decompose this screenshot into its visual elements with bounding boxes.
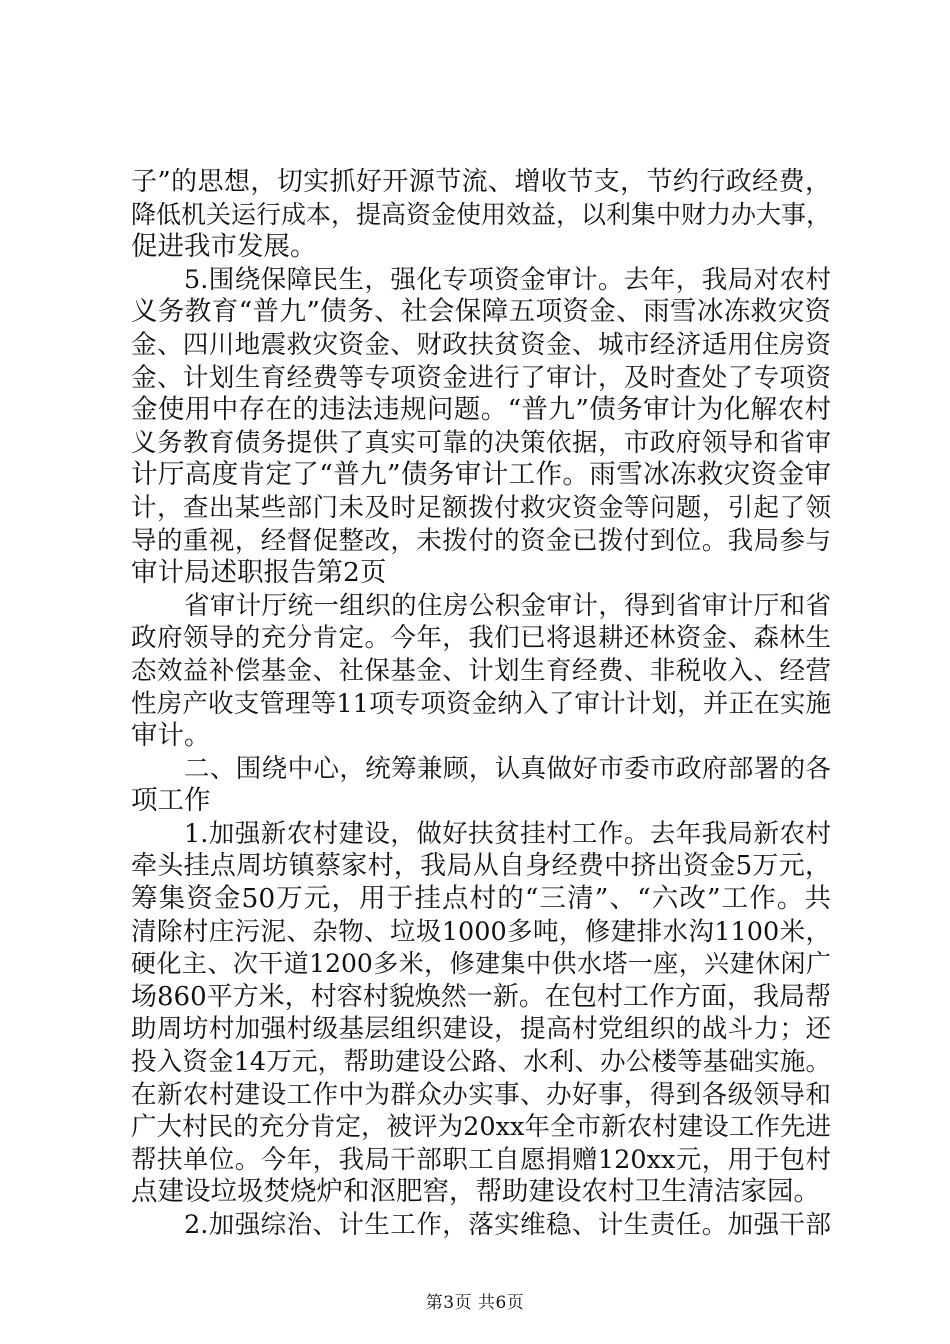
- text-line: 义务教育“普九”债务、社会保障五项资金、雨雪冰冻救灾资: [131, 296, 831, 328]
- text-line: 金、四川地震救灾资金、财政扶贫资金、城市经济适用住房资: [131, 329, 831, 360]
- text-line: 政府领导的充分肯定。今年，我们已将退耕还林资金、森林生: [131, 623, 831, 654]
- text-line: 义务教育债务提供了真实可靠的决策依据，市政府领导和省审: [131, 427, 831, 458]
- text-line: 促进我市发展。: [131, 231, 317, 263]
- text-line: 助周坊村加强村级基层组织建设，提高村党组织的战斗力；还: [131, 1014, 831, 1045]
- text-line: 硬化主、次干道1200多米，修建集中供水塔一座，兴建休闲广: [131, 949, 831, 979]
- text-line: 5.围绕保障民生，强化专项资金审计。去年，我局对农村: [184, 264, 831, 295]
- text-line: 态效益补偿基金、社保基金、计划生育经费、非税收入、经营: [131, 655, 831, 686]
- text-line: 广大村民的充分肯定，被评为20xx年全市新农村建设工作先进: [131, 1112, 831, 1143]
- text-line: 在新农村建设工作中为群众办实事、办好事，得到各级领导和: [131, 1079, 831, 1110]
- text-line: 项工作: [131, 785, 211, 817]
- text-line: 性房产收支管理等11项专项资金纳入了审计计划，并正在实施: [131, 688, 831, 719]
- text-line: 清除村庄污泥、杂物、垃圾1000多吨，修建排水沟1100米，: [131, 916, 831, 947]
- text-line: 场860平方米，村容村貌焕然一新。在包村工作方面，我局帮: [131, 981, 831, 1012]
- text-line: 点建设垃圾焚烧炉和沤肥窖，帮助建设农村卫生清洁家园。: [131, 1176, 820, 1208]
- text-line: 降低机关运行成本，提高资金使用效益，以利集中财力办大事，: [131, 199, 832, 229]
- text-line: 帮扶单位。今年，我局干部职工自愿捐赠120xx元，用于包村: [131, 1144, 831, 1175]
- text-line: 牵头挂点周坊镇蔡家村，我局从自身经费中挤出资金5万元，: [131, 851, 831, 882]
- text-line: 金使用中存在的违法违规问题。“普九”债务审计为化解农村: [131, 394, 831, 426]
- document-body: [131, 166, 831, 1242]
- text-line: 投入资金14万元，帮助建设公路、水利、办公楼等基础实施。: [131, 1047, 831, 1078]
- text-line: 审计。: [131, 720, 211, 752]
- text-line: 审计局述职报告第2页: [131, 557, 387, 589]
- text-line: 子”的思想，切实抓好开源节流、增收节支，节约行政经费，: [131, 167, 831, 197]
- text-line: 1.加强新农村建设，做好扶贫挂村工作。去年我局新农村: [184, 818, 831, 849]
- text-line: 计厅高度肯定了“普九”债务审计工作。雨雪冰冻救灾资金审: [131, 459, 831, 491]
- text-line: 导的重视，经督促整改，未拨付的资金已拨付到位。我局参与: [131, 525, 831, 556]
- text-line: 筹集资金50万元，用于挂点村的“三清”、“六改”工作。共: [131, 883, 831, 915]
- text-line: 省审计厅统一组织的住房公积金审计，得到省审计厅和省: [184, 590, 831, 621]
- text-line: 计，查出某些部门未及时足额拨付救灾资金等问题，引起了领: [131, 492, 831, 523]
- text-line: 金、计划生育经费等专项资金进行了审计，及时查处了专项资: [131, 362, 831, 393]
- text-line: 2.加强综治、计生工作，落实维稳、计生责任。加强干部: [184, 1210, 831, 1240]
- text-line: 二、围绕中心，统筹兼顾，认真做好市委市政府部署的各: [184, 753, 831, 784]
- page-footer: 第3页 共6页: [425, 1293, 525, 1313]
